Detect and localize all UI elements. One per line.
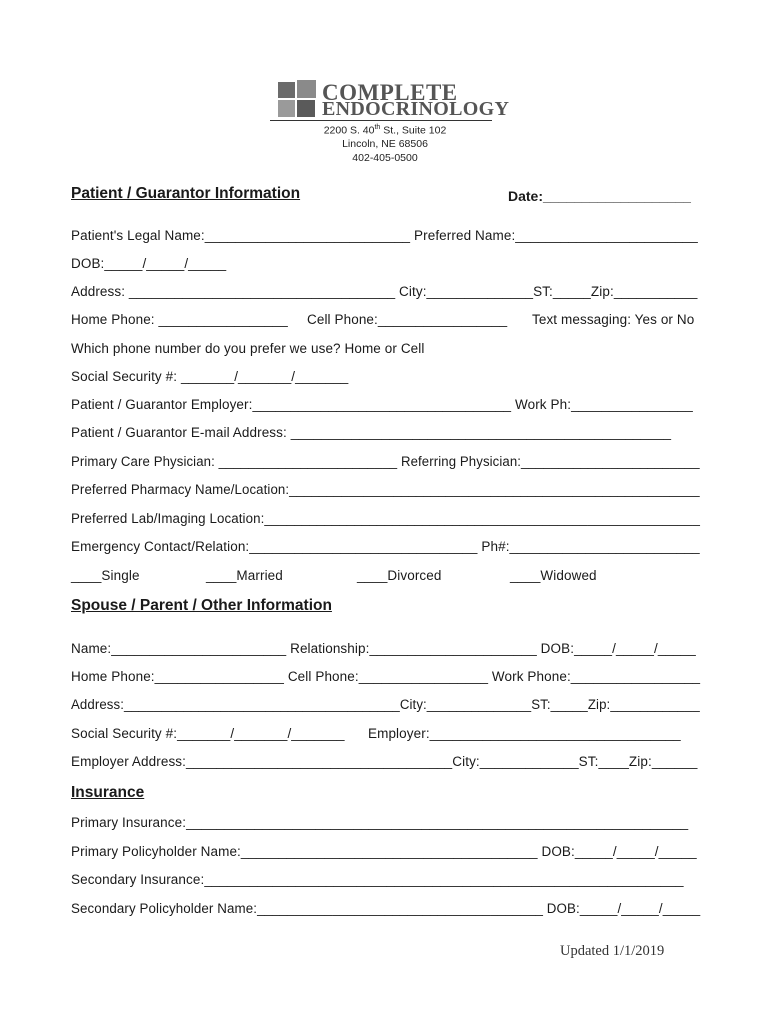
spouse-name-field[interactable]: Name:_______________________ Relationship:______________________ DOB:_____/_____/_____ (71, 641, 696, 656)
logo-divider (270, 120, 492, 121)
logo-name-line1: COMPLETE (322, 80, 458, 105)
patient-section-title: Patient / Guarantor Information (71, 185, 301, 202)
insurance-section-title: Insurance (71, 784, 145, 801)
spouse-section-title: Spouse / Parent / Other Information (71, 597, 332, 614)
clinic-street: 2200 S. 40th St., Suite 102 (323, 124, 447, 137)
spouse-address-field[interactable]: Address:_____________________________________City:______________ST:_____Zip:____________ (71, 697, 700, 712)
logo-squares-icon (278, 80, 318, 118)
status-single-option[interactable]: ____Single (71, 568, 140, 583)
primary-policyholder-field[interactable]: Primary Policyholder Name:_______________________________________ DOB:_____/_____/_____ (71, 844, 697, 859)
updated-note: Updated 1/1/2019 (560, 943, 665, 959)
address-field[interactable]: Address: ___________________________________ City:______________ST:_____Zip:___________ (71, 284, 698, 299)
ssn-field[interactable]: Social Security #: _______/_______/_______ (71, 369, 349, 384)
logo-name-line2: ENDOCRINOLOGY (322, 98, 510, 120)
status-widowed-option[interactable]: ____Widowed (510, 568, 597, 583)
status-married-option[interactable]: ____Married (206, 568, 283, 583)
preferred-phone-field[interactable]: Which phone number do you prefer we use? Home or Cell (71, 341, 425, 356)
date-field[interactable]: Date:___________________ (508, 188, 691, 204)
secondary-policyholder-field[interactable]: Secondary Policyholder Name:______________________________________ DOB:_____/_____/_____ (71, 901, 701, 916)
clinic-phone: 402-405-0500 (352, 152, 418, 164)
status-divorced-option[interactable]: ____Divorced (357, 568, 442, 583)
spouse-ssn-field[interactable]: Social Security #:_______/_______/_______ (71, 726, 345, 741)
pharmacy-field[interactable]: Preferred Pharmacy Name/Location:_______________________________________________________ (71, 482, 700, 497)
primary-insurance-field[interactable]: Primary Insurance:__________________________________________________________________ (71, 815, 689, 830)
dob-field[interactable]: DOB:_____/_____/_____ (71, 256, 227, 271)
secondary-insurance-field[interactable]: Secondary Insurance:_______________________________________________________________ (71, 872, 684, 887)
text-messaging-field[interactable]: Text messaging: Yes or No (532, 312, 695, 327)
employer-field[interactable]: Patient / Guarantor Employer:__________________________________ Work Ph:________________ (71, 397, 693, 412)
spouse-employer-field[interactable]: Employer:_________________________________ (368, 726, 681, 741)
cell-phone-field[interactable]: Cell Phone:_________________ (307, 312, 508, 327)
spouse-employer-address-field[interactable]: Employer Address:___________________________________City:_____________ST:____Zip:______ (71, 754, 698, 769)
lab-field[interactable]: Preferred Lab/Imaging Location:__________________________________________________________ (71, 511, 700, 526)
home-phone-field[interactable]: Home Phone: _________________ (71, 312, 288, 327)
email-field[interactable]: Patient / Guarantor E-mail Address: __________________________________________________ (71, 425, 672, 440)
spouse-phones-field[interactable]: Home Phone:_________________ Cell Phone:_________________ Work Phone:_________________ (71, 669, 701, 684)
emergency-contact-field[interactable]: Emergency Contact/Relation:______________________________ Ph#:_________________________ (71, 539, 700, 554)
legal-name-field[interactable]: Patient's Legal Name:___________________________ Preferred Name:________________________ (71, 228, 698, 243)
physician-field[interactable]: Primary Care Physician: ________________________ Referring Physician:________________________ (71, 454, 700, 469)
clinic-city: Lincoln, NE 68506 (342, 138, 428, 150)
